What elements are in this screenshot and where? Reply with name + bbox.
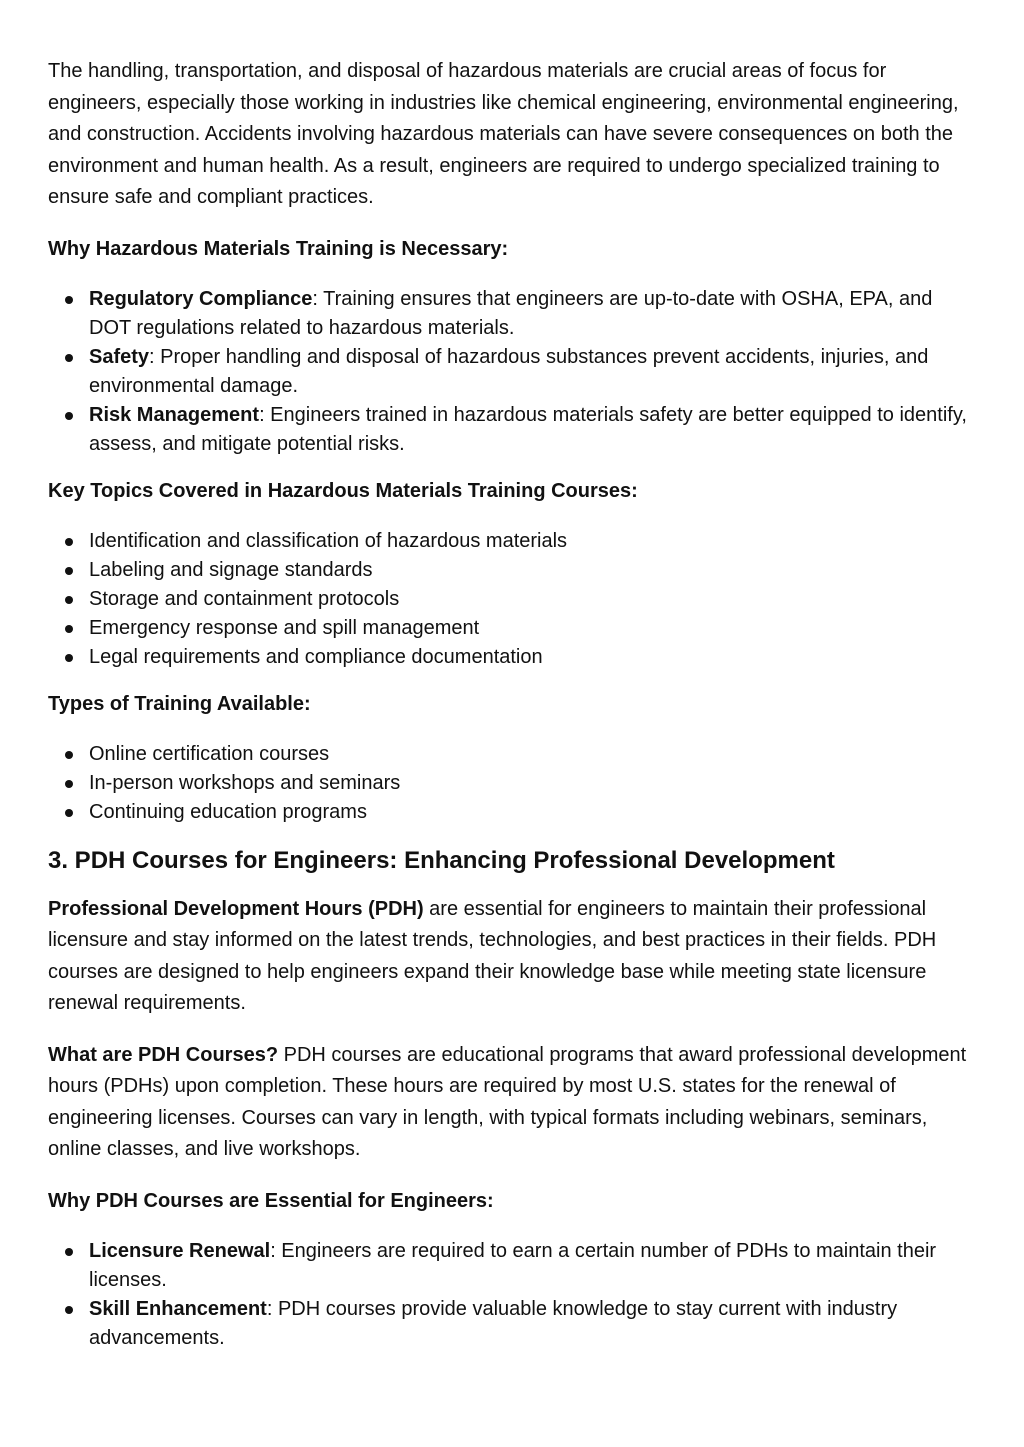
list-item: Continuing education programs bbox=[48, 798, 976, 827]
list-item: Labeling and signage standards bbox=[48, 556, 976, 585]
list-item bbox=[48, 343, 976, 401]
list-item-term: Licensure Renewal bbox=[89, 1239, 271, 1262]
list-item: Online certification courses bbox=[48, 740, 976, 769]
why-pdh-list bbox=[48, 1237, 976, 1353]
list-item-text: : Training ensures that engineers are up-to-date with OSHA, EPA, and DOT regulations related to hazardous materials. bbox=[89, 287, 933, 339]
list-item bbox=[48, 401, 976, 459]
list-item: Identification and classification of hazardous materials bbox=[48, 527, 976, 556]
paragraph-term: What are PDH Courses? bbox=[48, 1043, 279, 1066]
intro-paragraph: The handling, transportation, and disposal of hazardous materials are crucial areas of focus for engineers, especially those working in industries like chemical engineering, environmental engineering, and construction. Accidents involving hazardous materials can have severe consequences on both the environment and human health. As a result, engineers are required to undergo specialized training to ensure safe and compliant practices. bbox=[48, 60, 959, 208]
pdh-intro-paragraph bbox=[48, 894, 976, 1020]
training-types-heading: Types of Training Available: bbox=[48, 692, 311, 715]
paragraph-term: Professional Development Hours (PDH) bbox=[48, 897, 424, 920]
section-heading: 3. PDH Courses for Engineers: Enhancing Professional Development bbox=[48, 846, 835, 874]
list-item-term: Safety bbox=[89, 345, 150, 368]
list-item-text: : Proper handling and disposal of hazardous substances prevent accidents, injuries, and environmental damage. bbox=[89, 345, 929, 397]
list-item: Storage and containment protocols bbox=[48, 585, 976, 614]
list-item-text: : Engineers are required to earn a certain number of PDHs to maintain their licenses. bbox=[89, 1239, 937, 1291]
list-item-text: : PDH courses provide valuable knowledge to stay current with industry advancements. bbox=[89, 1297, 898, 1349]
training-types-list bbox=[48, 740, 976, 827]
paragraph-text: are essential for engineers to maintain their professional licensure and stay informed on the latest trends, technologies, and best practices in their fields. PDH courses are designed to help engineers expand their knowledge base while meeting state licensure renewal requirements. bbox=[48, 897, 937, 1014]
list-item bbox=[48, 1295, 976, 1353]
list-item-term: Skill Enhancement bbox=[89, 1297, 267, 1320]
list-item bbox=[48, 285, 976, 343]
list-item-term: Regulatory Compliance bbox=[89, 287, 313, 310]
why-training-list bbox=[48, 285, 976, 459]
paragraph-text: PDH courses are educational programs that award professional development hours (PDHs) upon completion. These hours are required by most U.S. states for the renewal of engineering licenses. Courses can vary in length, with typical formats including webinars, seminars, online classes, and live workshops. bbox=[48, 1043, 967, 1160]
list-item-term: Risk Management bbox=[89, 403, 260, 426]
list-item: Emergency response and spill management bbox=[48, 614, 976, 643]
key-topics-list bbox=[48, 527, 976, 672]
list-item-text: : Engineers trained in hazardous materials safety are better equipped to identify, assess, and mitigate potential risks. bbox=[89, 403, 967, 455]
list-item: Legal requirements and compliance documentation bbox=[48, 643, 976, 672]
list-item: In-person workshops and seminars bbox=[48, 769, 976, 798]
why-pdh-heading: Why PDH Courses are Essential for Engineers: bbox=[48, 1189, 494, 1212]
why-training-heading: Why Hazardous Materials Training is Necessary: bbox=[48, 237, 509, 260]
key-topics-heading: Key Topics Covered in Hazardous Materials Training Courses: bbox=[48, 479, 638, 502]
list-item bbox=[48, 1237, 976, 1295]
pdh-definition-paragraph bbox=[48, 1040, 976, 1166]
